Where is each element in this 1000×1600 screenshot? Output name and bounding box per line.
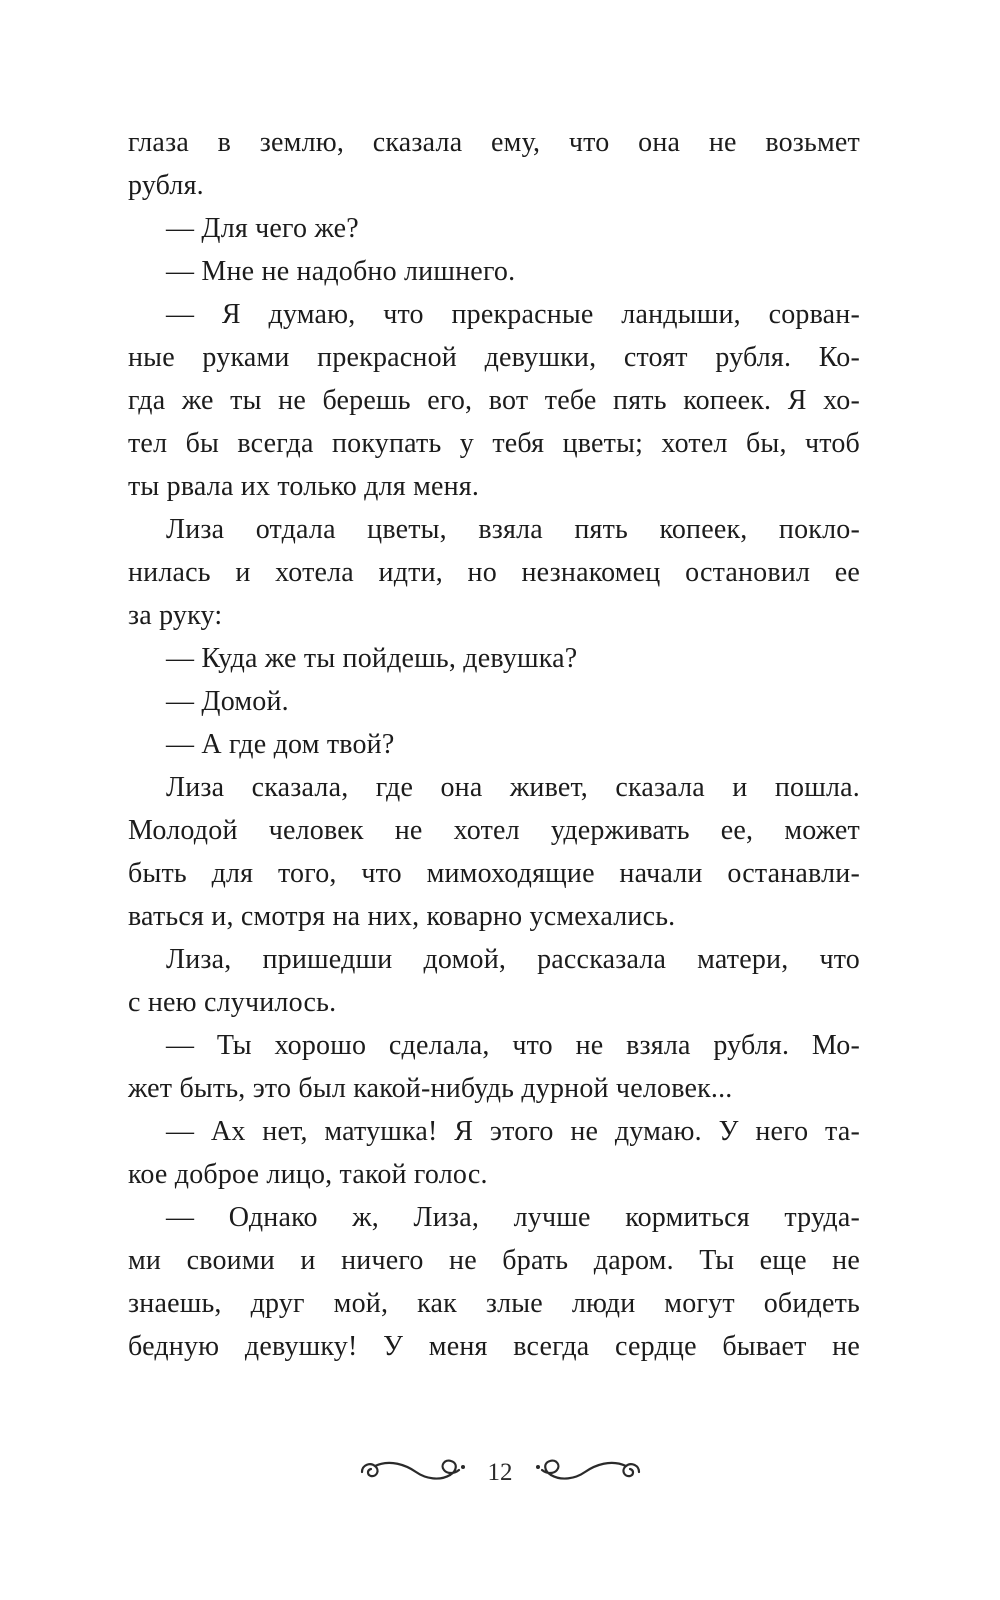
text-line: Лиза отдала цветы, взяла пять копеек, покло-	[166, 514, 860, 545]
flourish-left-icon	[358, 1457, 470, 1487]
text-line: ты рвала их только для меня.	[128, 471, 480, 502]
text-line: кое доброе лицо, такой голос.	[128, 1159, 488, 1190]
text-line: жет быть, это был какой-нибудь дурной человек...	[128, 1073, 733, 1104]
text-line: — Я думаю, что прекрасные ландыши, сорван-	[166, 299, 860, 330]
text-line: Лиза сказала, где она живет, сказала и пошла.	[166, 772, 860, 803]
text-line: — Ты хорошо сделала, что не взяла рубля. Мо-	[166, 1030, 860, 1061]
text-line: — А где дом твой?	[166, 729, 395, 760]
text-line: — Мне не надобно лишнего.	[166, 256, 516, 287]
text-line: рубля.	[128, 170, 204, 201]
body-text	[128, 121, 860, 1368]
text-line: ные руками прекрасной девушки, стоят рубля. Ко-	[128, 342, 860, 373]
flourish-right-icon	[531, 1457, 643, 1487]
text-line: гда же ты не берешь его, вот тебе пять копеек. Я хо-	[128, 385, 860, 416]
text-line: — Домой.	[166, 686, 289, 717]
text-line: — Однако ж, Лиза, лучше кормиться труда-	[166, 1202, 860, 1233]
text-line: ваться и, смотря на них, коварно усмехались.	[128, 901, 676, 932]
page-number: 12	[487, 1458, 513, 1486]
text-line: быть для того, что мимоходящие начали останавли-	[128, 858, 860, 889]
text-line: нилась и хотела идти, но незнакомец остановил ее	[128, 557, 860, 588]
page-footer	[0, 1450, 1000, 1494]
text-line: Молодой человек не хотел удерживать ее, может	[128, 815, 860, 846]
text-line: — Для чего же?	[166, 213, 359, 244]
text-line: — Ах нет, матушка! Я этого не думаю. У него та-	[166, 1116, 860, 1147]
text-line: знаешь, друг мой, как злые люди могут обидеть	[128, 1288, 860, 1319]
text-line: — Куда же ты пойдешь, девушка?	[166, 643, 578, 674]
text-line: бедную девушку! У меня всегда сердце бывает не	[128, 1331, 860, 1362]
text-line: глаза в землю, сказала ему, что она не возьмет	[128, 127, 860, 158]
text-line: с нею случилось.	[128, 987, 337, 1018]
text-line: Лиза, пришедши домой, рассказала матери, что	[166, 944, 860, 975]
text-line: за руку:	[128, 600, 223, 631]
text-line: ми своими и ничего не брать даром. Ты еще не	[128, 1245, 860, 1276]
text-line: тел бы всегда покупать у тебя цветы; хотел бы, чтоб	[128, 428, 860, 459]
